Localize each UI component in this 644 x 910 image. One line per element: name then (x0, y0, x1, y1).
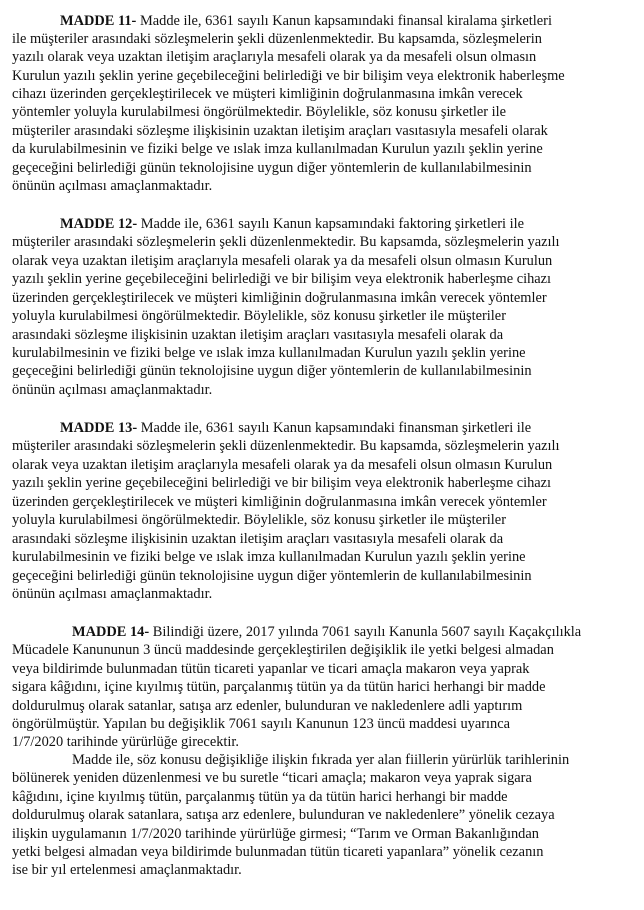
text-line: olarak veya uzaktan iletişim araçlarıyla mesafeli olarak ya da mesafeli olsun olmasın Kurulun (12, 253, 553, 269)
text-line: geçeceğini belirlediği günün teknolojisine uygun diğer yöntemlerin de kullanılabilmesinin (12, 568, 532, 584)
text-line: 1/7/2020 tarihinde yürürlüğe girecektir. (12, 734, 239, 750)
text-line: bölünerek yeniden düzenlenmesi ve bu suretle “ticari amaçla; makaron veya yaprak sigara (12, 770, 532, 786)
text-line: Madde ile, söz konusu değişikliğe ilişkin fıkrada yer alan fiillerin yürürlük tarihlerinin (72, 752, 570, 768)
text-line: MADDE 13- Madde ile, 6361 sayılı Kanun kapsamındaki finansman şirketleri ile (60, 420, 532, 436)
text-line: Mücadele Kanununun 3 üncü maddesinde gerçekleştirilen değişiklik ile yetki belgesi almadan (12, 642, 554, 658)
text-line: geçeceğini belirlediği günün teknolojisine uygun diğer yöntemlerin de kullanılabilmesinin (12, 160, 532, 176)
text-line: önünün açılması amaçlanmaktadır. (12, 586, 213, 602)
text-line: Kurulun yazılı şeklin yerine geçebileceğini belirlediği ve bir bilişim veya elektronik haberleşme (12, 68, 565, 84)
text-line: sigara kâğıdını, içine kıyılmış tütün, parçalanmış tütün ya da tütün harici herhangi bir madde (12, 679, 546, 695)
text-line: yazılı olarak veya uzaktan iletişim araçlarıyla mesafeli olarak ya da mesafeli olsun olmasın (12, 49, 537, 65)
article-heading: MADDE 11- (60, 13, 137, 29)
text-line: cihazı üzerinden gerçekleştirilecek ve müşteri kimliğinin doğrulanmasına imkân verecek (12, 86, 523, 102)
article-heading: MADDE 14- (72, 624, 150, 640)
article-heading: MADDE 13- (60, 420, 138, 436)
text-line: yoluyla kurulabilmesi öngörülmektedir. Böylelikle, söz konusu şirketler ile müşteriler (12, 512, 506, 528)
text-line: arasındaki sözleşme ilişkisinin uzaktan iletişim araçları vasıtasıyla mesafeli olarak da (12, 327, 504, 343)
article-heading: MADDE 12- (60, 216, 138, 232)
text-line: önünün açılması amaçlanmaktadır. (12, 382, 213, 398)
text-line: yöntemler yoluyla kurulabilmesi öngörülmektedir. Böylelikle, söz konusu şirketler ile (12, 104, 506, 120)
text-line: veya bildirimde bulunmadan tütün ticareti yapanlar ve ticari amaçla makaron veya yaprak (12, 661, 530, 677)
text-line: müşteriler arasındaki sözleşme ilişkisinin uzaktan iletişim araçları vasıtasıyla mesafeli olarak (12, 123, 548, 139)
text-line: MADDE 14- Bilindiği üzere, 2017 yılında 7061 sayılı Kanunla 5607 sayılı Kaçakçılıkla (72, 624, 582, 640)
text-line: yazılı şeklin yerine geçebileceğini belirlediği ve bir bilişim veya elektronik haberleşme cihazı (12, 271, 552, 287)
text-line: ile müşteriler arasındaki sözleşmelerin şekli düzenlenmektedir. Bu kapsamda, sözleşmelerin (12, 31, 542, 47)
text-line: ilişkin uygulamanın 1/7/2020 tarihinde yürürlüğe girmesi; “Tarım ve Orman Bakanlığından (12, 826, 539, 842)
text-line: doldurulmuş olarak satanlara, satışa arz edenlere, bulunduran ve nakledenlere” yönelik cezaya (12, 807, 555, 823)
text-line: yoluyla kurulabilmesi öngörülmektedir. Böylelikle, söz konusu şirketler ile müşteriler (12, 308, 506, 324)
text-line: üzerinden gerçekleştirilecek ve müşteri kimliğinin doğrulanmasına imkân verecek yöntemler (12, 290, 547, 306)
text-line: geçeceğini belirlediği günün teknolojisine uygun diğer yöntemlerin de kullanılabilmesinin (12, 363, 532, 379)
text-line: yetki belgesi almadan veya bildirimde bulunmadan tütün ticareti yapanlara” yönelik cezanın (12, 844, 544, 860)
text-line: arasındaki sözleşme ilişkisinin uzaktan iletişim araçları vasıtasıyla mesafeli olarak da (12, 531, 504, 547)
text-line: kurulabilmesinin ve fiziki belge ve ıslak imza kullanılmadan Kurulun yazılı şeklin yerine (12, 345, 526, 361)
text-line: öngörülmüştür. Yapılan bu değişiklik 7061 sayılı Kanunun 123 üncü maddesi uyarınca (12, 716, 511, 732)
text-line: önünün açılması amaçlanmaktadır. (12, 178, 213, 194)
text-line: olarak veya uzaktan iletişim araçlarıyla mesafeli olarak ya da mesafeli olsun olmasın Kurulun (12, 457, 553, 473)
text-line: kurulabilmesinin ve fiziki belge ve ıslak imza kullanılmadan Kurulun yazılı şeklin yerine (12, 549, 526, 565)
text-line: doldurulmuş olarak satanlar, satışa arz edenler, bulunduran ve nakledenlere adli yaptırım (12, 698, 523, 714)
text-line: MADDE 12- Madde ile, 6361 sayılı Kanun kapsamındaki faktoring şirketleri ile (60, 216, 524, 232)
text-line: üzerinden gerçekleştirilecek ve müşteri kimliğinin doğrulanmasına imkân verecek yöntemler (12, 494, 547, 510)
text-line: müşteriler arasındaki sözleşmelerin şekli düzenlenmektedir. Bu kapsamda, sözleşmelerin yazılı (12, 234, 560, 250)
text-line: yazılı şeklin yerine geçebileceğini belirlediği ve bir bilişim veya elektronik haberleşme cihazı (12, 475, 552, 491)
text-line: ise bir yıl ertelenmesi amaçlanmaktadır. (12, 862, 242, 878)
text-line: kâğıdını, içine kıyılmış tütün, parçalanmış tütün ya da tütün harici herhangi bir madde (12, 789, 508, 805)
text-line: müşteriler arasındaki sözleşmelerin şekli düzenlenmektedir. Bu kapsamda, sözleşmelerin yazılı (12, 438, 560, 454)
text-line: MADDE 11- Madde ile, 6361 sayılı Kanun kapsamındaki finansal kiralama şirketleri (60, 13, 552, 29)
text-line: da kurulabilmesinin ve fiziki belge ve ıslak imza kullanılmadan Kurulun yazılı şeklin yerine (12, 141, 543, 157)
